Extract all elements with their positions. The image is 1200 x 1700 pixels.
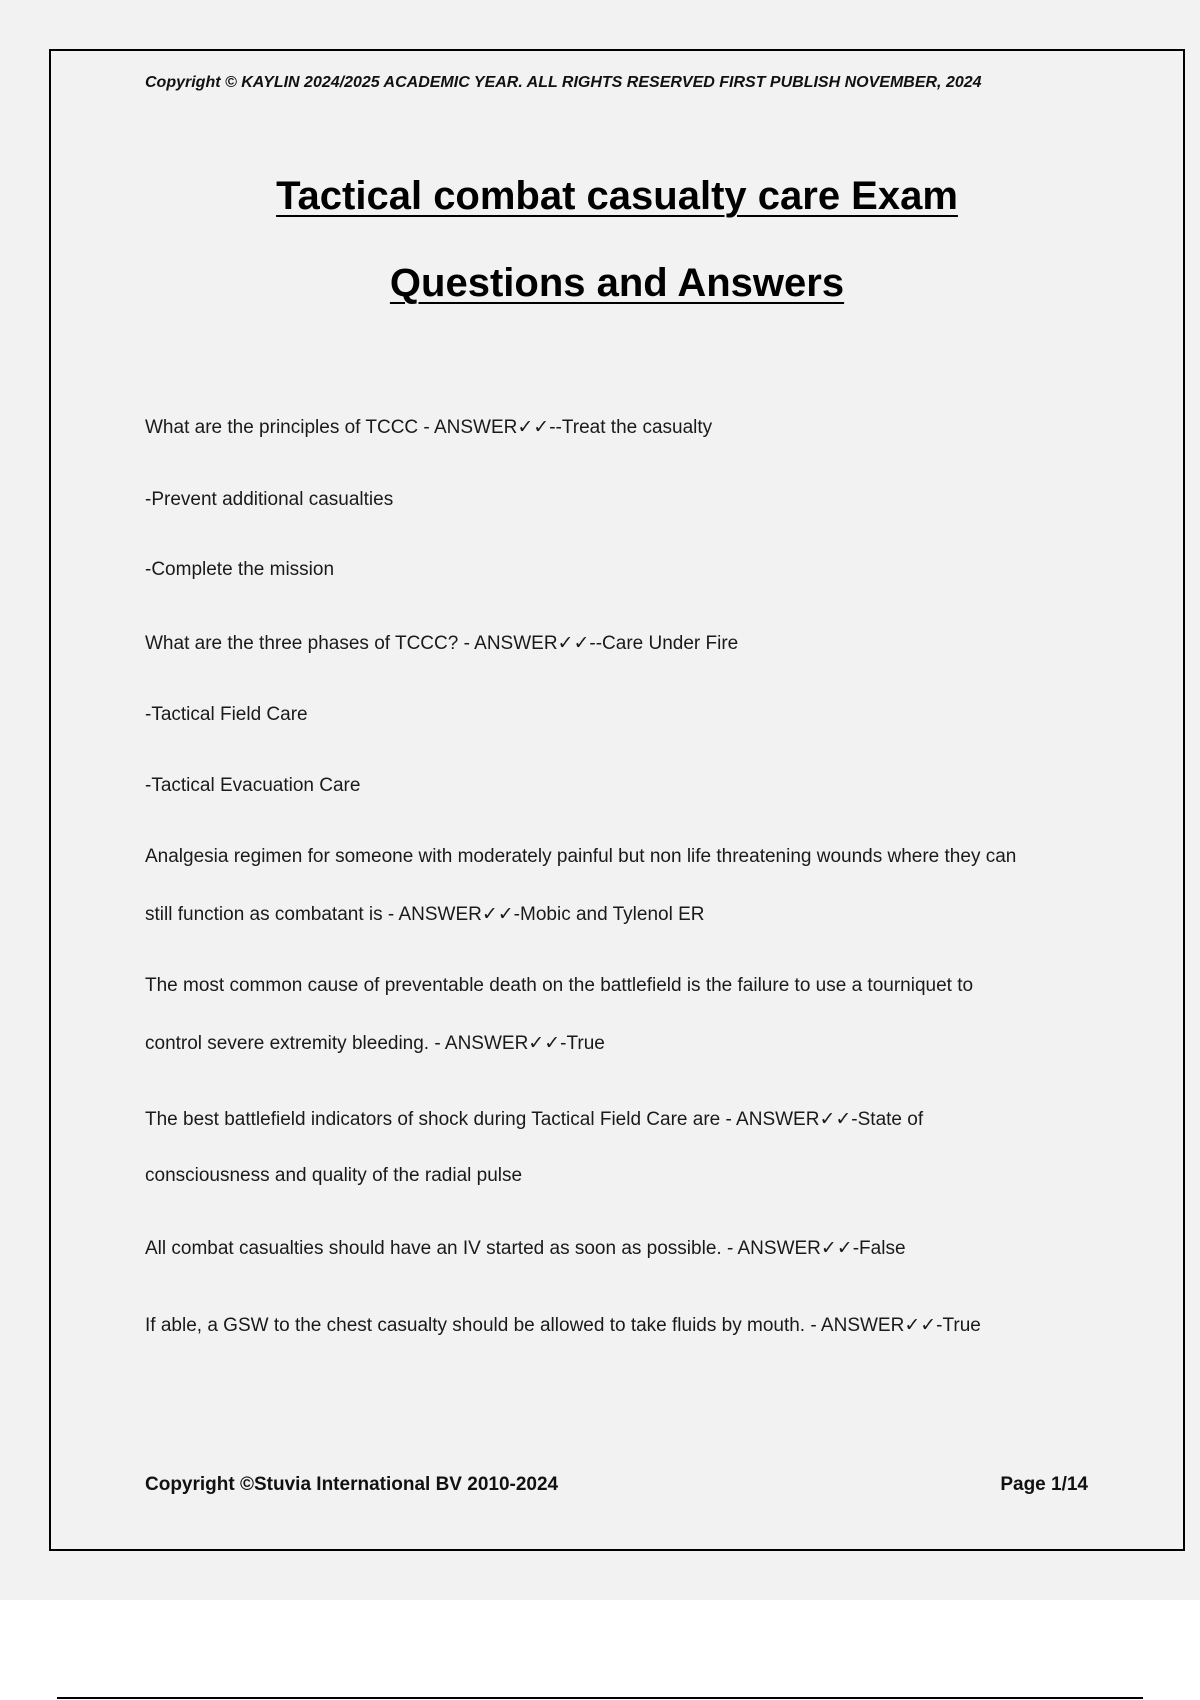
qa-line: What are the three phases of TCCC? - ANSWER✓✓--Care Under Fire <box>145 633 739 654</box>
qa-line: If able, a GSW to the chest casualty should be allowed to take fluids by mouth. - ANSWER✓✓-True <box>145 1315 981 1336</box>
qa-line: -Prevent additional casualties <box>145 489 394 510</box>
qa-line: Analgesia regimen for someone with moderately painful but non life threatening wounds where they can <box>145 846 1017 867</box>
document-title-line-2: Questions and Answers <box>389 261 845 305</box>
document-title-line-1: Tactical combat casualty care Exam <box>276 174 958 218</box>
header-copyright: Copyright © KAYLIN 2024/2025 ACADEMIC YEAR. ALL RIGHTS RESERVED FIRST PUBLISH NOVEMBER, 2024 <box>145 74 982 91</box>
qa-line: The most common cause of preventable death on the battlefield is the failure to use a tourniquet to <box>145 975 974 996</box>
qa-line: consciousness and quality of the radial pulse <box>145 1165 523 1186</box>
footer-copyright: Copyright ©Stuvia International BV 2010-2024 <box>145 1474 559 1495</box>
qa-line: What are the principles of TCCC - ANSWER✓✓--Treat the casualty <box>145 417 713 438</box>
qa-line: All combat casualties should have an IV started as soon as possible. - ANSWER✓✓-False <box>145 1238 906 1259</box>
qa-line: control severe extremity bleeding. - ANSWER✓✓-True <box>145 1033 605 1054</box>
qa-line: -Complete the mission <box>145 559 335 580</box>
qa-line: -Tactical Evacuation Care <box>145 775 361 796</box>
qa-line: still function as combatant is - ANSWER✓✓-Mobic and Tylenol ER <box>145 904 705 925</box>
qa-line: The best battlefield indicators of shock during Tactical Field Care are - ANSWER✓✓-State of <box>145 1109 924 1130</box>
qa-line: -Tactical Field Care <box>145 704 308 725</box>
page-number: Page 1/14 <box>1000 1474 1088 1495</box>
next-page-divider <box>57 1697 1143 1699</box>
